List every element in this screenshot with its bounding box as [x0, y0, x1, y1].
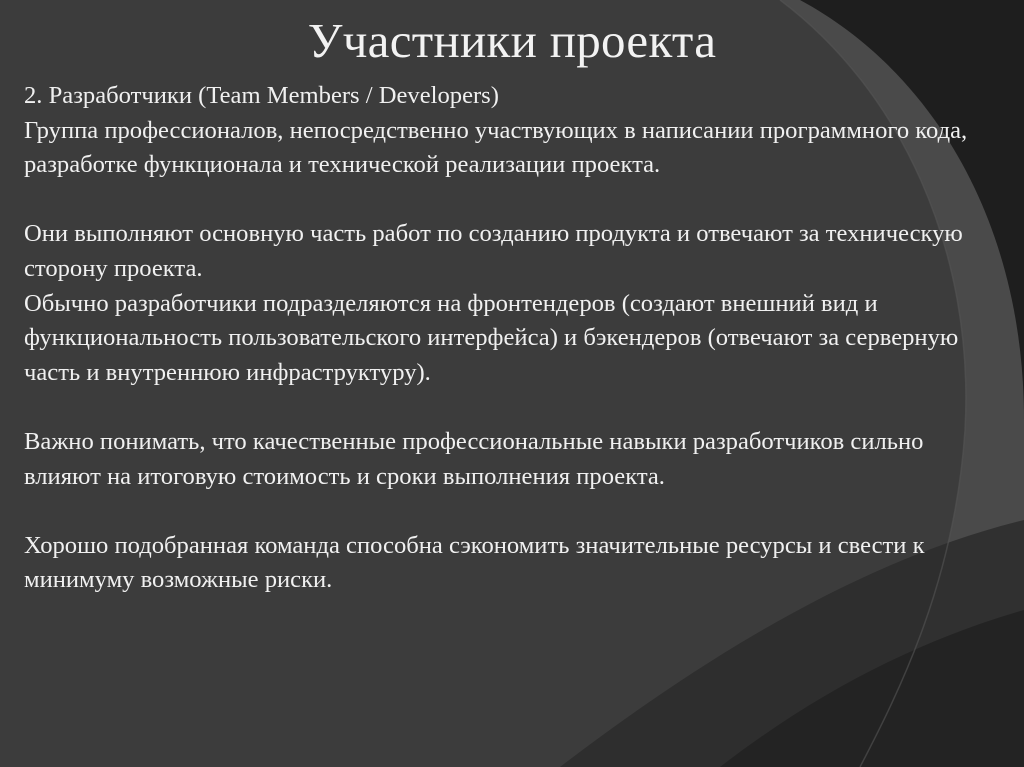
paragraph-skills: Важно понимать, что качественные профессиональные навыки разработчиков сильно влияют на итоговую стоимость и сроки выполнения проекта. — [24, 427, 924, 490]
paragraph-responsibilities: Они выполняют основную часть работ по созданию продукта и отвечают за техническую сторону проекта. — [24, 220, 963, 282]
heading-developers: 2. Разработчики (Team Members / Developers) — [24, 82, 499, 109]
spacer — [24, 494, 984, 529]
paragraph-frontend-backend: Обычно разработчики подразделяются на фронтендеров (создают внешний вид и функциональность пользовательского интерфейса) и бэкендеров (отвечают за серверную часть и внутреннюю инфраструктуру). — [24, 289, 959, 386]
slide-body — [24, 79, 984, 598]
spacer — [24, 183, 984, 218]
spacer — [24, 390, 984, 425]
slide-title: Участники проекта — [307, 13, 717, 68]
paragraph-team: Хорошо подобранная команда способна сэкономить значительные ресурсы и свести к минимуму возможные риски. — [24, 531, 925, 594]
paragraph-definition: Группа профессионалов, непосредственно участвующих в написании программного кода, разработке функционала и технической реализации проекта. — [24, 116, 968, 179]
